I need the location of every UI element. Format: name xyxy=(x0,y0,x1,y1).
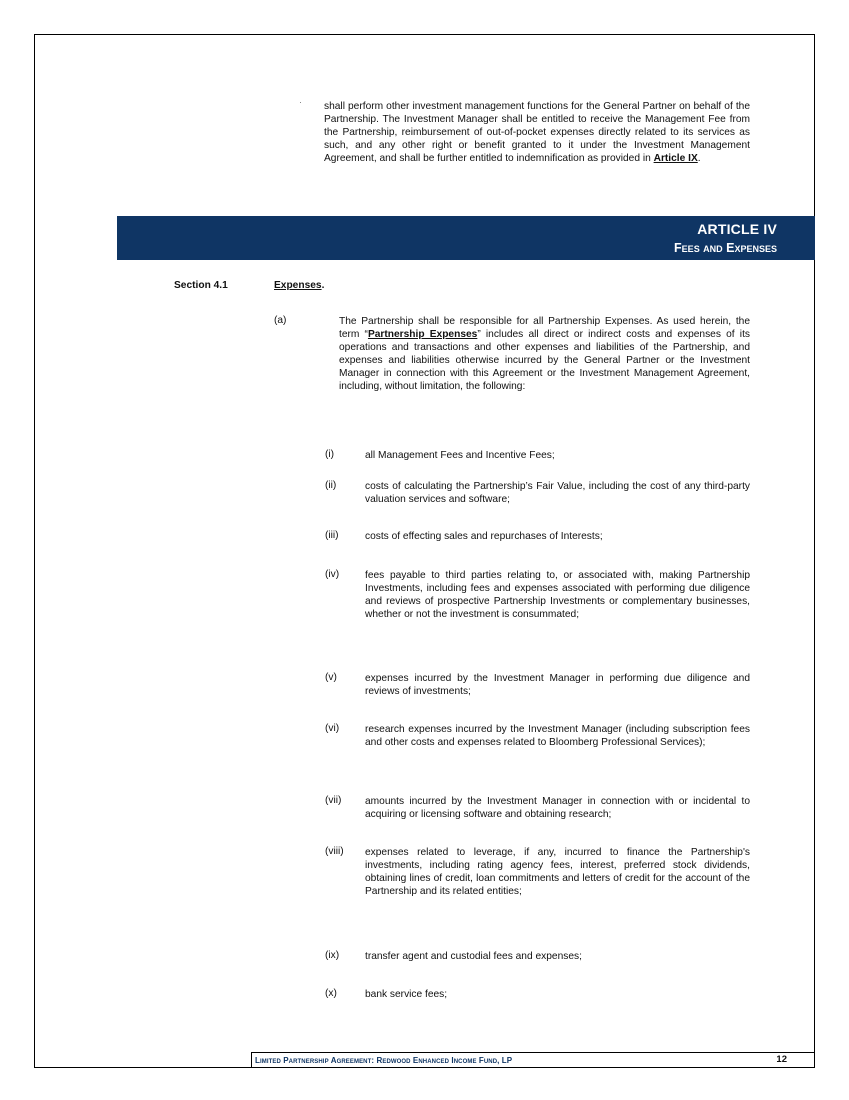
item-label: (v) xyxy=(325,672,337,683)
paragraph-marker: (a) xyxy=(274,315,287,326)
paragraph-a-text-end: ” includes all direct or indirect costs and expenses of its operations and transactions and other expenses and liabilities of the Partnership, and expenses and liabilities otherwise incurred by the General Partner or the Investment Manager in connection with this Agreement or the Investment Management Agreement, including, without limitation, the following: xyxy=(339,329,750,393)
item-label: (x) xyxy=(325,988,337,999)
item-label: (iii) xyxy=(325,530,339,541)
item-label: (ii) xyxy=(325,480,337,491)
article-ix-link[interactable]: Article IX xyxy=(653,153,698,165)
footer-document-title: Limited Partnership Agreement: Redwood Enhanced Income Fund, LP xyxy=(255,1056,513,1065)
item-label: (vii) xyxy=(325,795,342,806)
item-text: fees payable to third parties relating to, or associated with, making Partnership Investments, including fees and expenses associated with performing due diligence and reviews of prospective Partnership Investments or complementary businesses, whether or not the investment is consummated; xyxy=(365,570,750,621)
item-text: expenses incurred by the Investment Manager in performing due diligence and reviews of investments; xyxy=(365,673,750,698)
stray-mark xyxy=(300,102,301,103)
intro-text: shall perform other investment management functions for the General Partner on behalf of the Partnership. The Investment Manager shall be entitled to receive the Management Fee from the Partnership, reimbursement of out-of-pocket expenses directly related to its services as such, and any other right or benefit granted to it under the Investment Management Agreement, and shall be further entitled to indemnification as provided in xyxy=(324,101,750,165)
section-number: Section 4.1 xyxy=(174,280,228,291)
section-heading xyxy=(274,280,324,291)
item-label: (vi) xyxy=(325,723,340,734)
item-text: costs of calculating the Partnership’s Fair Value, including the cost of any third-party valuation services and software; xyxy=(365,481,750,506)
footer-page-number: 12 xyxy=(776,1054,787,1065)
item-text: transfer agent and custodial fees and expenses; xyxy=(365,951,582,962)
article-banner xyxy=(117,216,815,260)
item-text: all Management Fees and Incentive Fees; xyxy=(365,450,555,461)
item-label: (ix) xyxy=(325,950,340,961)
item-label: (iv) xyxy=(325,569,340,580)
paragraph-a-text: The Partnership shall be responsible for all Partnership Expenses. As used herein, the term “ xyxy=(339,316,750,341)
article-title: ARTICLE IV xyxy=(697,221,777,237)
item-text: costs of effecting sales and repurchases of Interests; xyxy=(365,531,603,542)
item-text: bank service fees; xyxy=(365,989,448,1000)
item-label: (viii) xyxy=(325,846,344,857)
intro-paragraph xyxy=(324,100,750,165)
defined-term: Partnership Expenses xyxy=(367,329,478,341)
paragraph-a xyxy=(339,315,750,394)
intro-text-end: . xyxy=(697,153,701,165)
section-title-suffix: . xyxy=(321,280,325,291)
page-frame xyxy=(34,34,815,1068)
item-text: amounts incurred by the Investment Manager in connection with or incidental to acquiring or licensing software and obtaining research; xyxy=(365,796,750,821)
item-text: research expenses incurred by the Investment Manager (including subscription fees and other costs and expenses related to Bloomberg Professional Services); xyxy=(365,724,750,749)
item-label: (i) xyxy=(325,449,335,460)
item-text: expenses related to leverage, if any, incurred to finance the Partnership's investments, including rating agency fees, interest, preferred stock dividends, obtaining lines of credit, loan commitments and letters of credit for the account of the Partnership and its related entities; xyxy=(365,847,750,898)
section-title: Expenses xyxy=(274,280,322,291)
article-subtitle: Fees and Expenses xyxy=(674,241,777,255)
page-footer xyxy=(251,1052,815,1068)
